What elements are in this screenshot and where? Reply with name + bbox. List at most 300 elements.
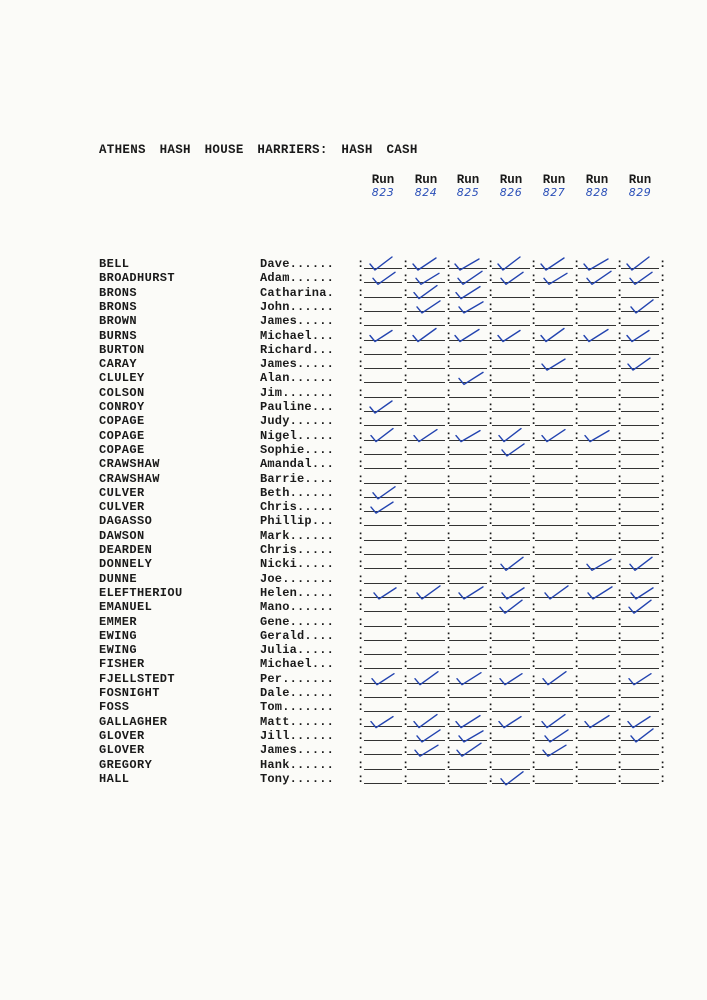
cell-separator: : [616, 686, 624, 700]
attendance-cell[interactable] [535, 754, 573, 755]
attendance-cell[interactable] [407, 282, 445, 283]
attendance-cell[interactable] [578, 640, 616, 641]
attendance-cell[interactable] [621, 340, 659, 341]
attendance-cell[interactable] [492, 583, 530, 584]
surname: COPAGE [99, 428, 145, 443]
attendance-cell[interactable] [364, 511, 402, 512]
attendance-cell[interactable] [364, 497, 402, 498]
attendance-cell[interactable] [492, 468, 530, 469]
attendance-cell[interactable] [407, 411, 445, 412]
attendance-cell[interactable] [364, 354, 402, 355]
attendance-cell[interactable] [492, 311, 530, 312]
attendance-cell[interactable] [578, 554, 616, 555]
attendance-cell[interactable] [578, 668, 616, 669]
attendance-cell[interactable] [364, 583, 402, 584]
attendance-cell[interactable] [364, 568, 402, 569]
attendance-cell[interactable] [621, 468, 659, 469]
attendance-cell[interactable] [578, 382, 616, 383]
attendance-cell[interactable] [449, 354, 487, 355]
attendance-cell[interactable] [578, 583, 616, 584]
attendance-cell[interactable] [492, 454, 530, 455]
attendance-cell[interactable] [535, 368, 573, 369]
attendance-cell[interactable] [535, 668, 573, 669]
attendance-cell[interactable] [621, 325, 659, 326]
attendance-cell[interactable] [492, 397, 530, 398]
cell-separator: : [357, 485, 365, 500]
attendance-cell[interactable] [535, 397, 573, 398]
attendance-cell[interactable] [449, 611, 487, 612]
attendance-cell[interactable] [364, 397, 402, 398]
attendance-cell[interactable] [407, 425, 445, 426]
attendance-cell[interactable] [364, 683, 402, 684]
attendance-cell[interactable] [621, 268, 659, 269]
attendance-cell[interactable] [535, 354, 573, 355]
attendance-cell[interactable] [621, 726, 659, 727]
cell-separator: : [573, 314, 581, 329]
cell-separator: : [357, 643, 365, 658]
attendance-cell[interactable] [449, 340, 487, 341]
cell-separator: : [357, 257, 365, 271]
attendance-cell[interactable] [535, 769, 573, 770]
attendance-cell[interactable] [364, 740, 402, 741]
attendance-cell[interactable] [621, 711, 659, 712]
attendance-cell[interactable] [449, 311, 487, 312]
attendance-cell[interactable] [535, 511, 573, 512]
attendance-cell[interactable] [535, 382, 573, 383]
attendance-cell[interactable] [621, 425, 659, 426]
attendance-cell[interactable] [364, 483, 402, 484]
attendance-cell[interactable] [621, 611, 659, 612]
attendance-cell[interactable] [407, 311, 445, 312]
cell-separator: : [445, 357, 453, 372]
attendance-cell[interactable] [535, 340, 573, 341]
attendance-cell[interactable] [535, 740, 573, 741]
attendance-cell[interactable] [621, 540, 659, 541]
attendance-cell[interactable] [407, 297, 445, 298]
attendance-cell[interactable] [449, 525, 487, 526]
attendance-cell[interactable] [492, 726, 530, 727]
attendance-cell[interactable] [578, 740, 616, 741]
attendance-cell[interactable] [621, 654, 659, 655]
attendance-cell[interactable] [578, 697, 616, 698]
attendance-cell[interactable] [407, 397, 445, 398]
attendance-cell[interactable] [364, 668, 402, 669]
attendance-cell[interactable] [535, 683, 573, 684]
cell-separator: : [487, 414, 495, 429]
cell-separator: : [357, 528, 365, 543]
attendance-cell[interactable] [492, 511, 530, 512]
attendance-cell[interactable] [578, 268, 616, 269]
attendance-cell[interactable] [492, 711, 530, 712]
attendance-cell[interactable] [621, 626, 659, 627]
attendance-cell[interactable] [621, 754, 659, 755]
attendance-cell[interactable] [449, 425, 487, 426]
attendance-cell[interactable] [449, 754, 487, 755]
attendance-cell[interactable] [364, 554, 402, 555]
attendance-cell[interactable] [407, 468, 445, 469]
attendance-cell[interactable] [535, 711, 573, 712]
attendance-cell[interactable] [364, 411, 402, 412]
attendance-cell[interactable] [535, 311, 573, 312]
attendance-cell[interactable] [407, 368, 445, 369]
cell-separator: : [616, 657, 624, 672]
attendance-cell[interactable] [407, 554, 445, 555]
attendance-cell[interactable] [621, 440, 659, 441]
attendance-cell[interactable] [364, 654, 402, 655]
attendance-cell[interactable] [621, 497, 659, 498]
attendance-cell[interactable] [492, 697, 530, 698]
attendance-cell[interactable] [492, 497, 530, 498]
attendance-cell[interactable] [492, 640, 530, 641]
attendance-cell[interactable] [535, 497, 573, 498]
attendance-cell[interactable] [407, 611, 445, 612]
attendance-cell[interactable] [407, 568, 445, 569]
first-name [260, 557, 334, 571]
cell-separator: : [357, 657, 365, 672]
attendance-cell[interactable] [492, 626, 530, 627]
attendance-cell[interactable] [449, 282, 487, 283]
attendance-cell[interactable] [407, 483, 445, 484]
attendance-cell[interactable] [578, 325, 616, 326]
attendance-cell[interactable] [621, 525, 659, 526]
cell-separator: : [402, 328, 410, 343]
attendance-cell[interactable] [364, 282, 402, 283]
attendance-cell[interactable] [449, 769, 487, 770]
attendance-cell[interactable] [492, 525, 530, 526]
attendance-cell[interactable] [407, 540, 445, 541]
attendance-cell[interactable] [364, 368, 402, 369]
attendance-cell[interactable] [364, 611, 402, 612]
attendance-cell[interactable] [578, 754, 616, 755]
attendance-cell[interactable] [492, 654, 530, 655]
attendance-cell[interactable] [535, 425, 573, 426]
attendance-cell[interactable] [449, 640, 487, 641]
attendance-cell[interactable] [407, 626, 445, 627]
attendance-cell[interactable] [578, 397, 616, 398]
attendance-cell[interactable] [492, 683, 530, 684]
roster-row [0, 643, 707, 657]
attendance-cell[interactable] [492, 340, 530, 341]
attendance-cell[interactable] [449, 268, 487, 269]
attendance-cell[interactable] [449, 440, 487, 441]
attendance-cell[interactable] [492, 325, 530, 326]
attendance-cell[interactable] [364, 340, 402, 341]
roster-row [0, 300, 707, 314]
attendance-cell[interactable] [578, 711, 616, 712]
attendance-cell[interactable] [578, 440, 616, 441]
attendance-cell[interactable] [535, 411, 573, 412]
attendance-cell[interactable] [364, 711, 402, 712]
first-name-text: Alan [260, 371, 290, 386]
attendance-cell[interactable] [407, 711, 445, 712]
attendance-cell[interactable] [621, 683, 659, 684]
cell-separator: : [445, 643, 453, 658]
attendance-cell[interactable] [621, 568, 659, 569]
attendance-cell[interactable] [578, 611, 616, 612]
cell-separator: : [402, 728, 410, 743]
attendance-cell[interactable] [535, 268, 573, 269]
first-name-text: Hank [260, 757, 290, 772]
attendance-cell[interactable] [364, 626, 402, 627]
attendance-cell[interactable] [407, 697, 445, 698]
attendance-cell[interactable] [364, 440, 402, 441]
attendance-cell[interactable] [364, 425, 402, 426]
attendance-cell[interactable] [364, 297, 402, 298]
attendance-cell[interactable] [492, 483, 530, 484]
attendance-cell[interactable] [407, 640, 445, 641]
attendance-cell[interactable] [535, 483, 573, 484]
cell-separator: : [573, 299, 581, 314]
attendance-cell[interactable] [492, 268, 530, 269]
attendance-cell[interactable] [449, 626, 487, 627]
attendance-cell[interactable] [535, 597, 573, 598]
attendance-cell[interactable] [449, 740, 487, 741]
attendance-cell[interactable] [535, 325, 573, 326]
attendance-cell[interactable] [621, 354, 659, 355]
attendance-cell[interactable] [621, 382, 659, 383]
attendance-cell[interactable] [578, 540, 616, 541]
first-name [260, 514, 334, 528]
attendance-cell[interactable] [449, 468, 487, 469]
attendance-cell[interactable] [492, 425, 530, 426]
attendance-cell[interactable] [578, 297, 616, 298]
attendance-cell[interactable] [364, 382, 402, 383]
attendance-cell[interactable] [621, 368, 659, 369]
attendance-cell[interactable] [621, 668, 659, 669]
cell-separator: : [659, 700, 667, 715]
attendance-cell[interactable] [621, 511, 659, 512]
attendance-cell[interactable] [492, 354, 530, 355]
attendance-cell[interactable] [407, 382, 445, 383]
attendance-cell[interactable] [578, 483, 616, 484]
attendance-cell[interactable] [449, 554, 487, 555]
attendance-cell[interactable] [364, 468, 402, 469]
attendance-cell[interactable] [535, 640, 573, 641]
attendance-cell[interactable] [449, 483, 487, 484]
attendance-cell[interactable] [407, 726, 445, 727]
attendance-cell[interactable] [621, 554, 659, 555]
attendance-cell[interactable] [578, 654, 616, 655]
attendance-cell[interactable] [407, 354, 445, 355]
attendance-cell[interactable] [578, 525, 616, 526]
attendance-cell[interactable] [364, 540, 402, 541]
dot-leader: ...... [289, 600, 335, 615]
attendance-cell[interactable] [407, 783, 445, 784]
attendance-cell[interactable] [535, 568, 573, 569]
dot-leader: ..... [297, 314, 335, 329]
attendance-cell[interactable] [492, 754, 530, 755]
cell-separator: : [487, 657, 495, 672]
run-number: 827 [542, 186, 566, 199]
attendance-cell[interactable] [578, 368, 616, 369]
attendance-cell[interactable] [407, 683, 445, 684]
attendance-cell[interactable] [407, 497, 445, 498]
attendance-cell[interactable] [364, 726, 402, 727]
attendance-cell[interactable] [492, 382, 530, 383]
attendance-cell[interactable] [449, 711, 487, 712]
attendance-cell[interactable] [407, 268, 445, 269]
cell-separator: : [530, 714, 538, 729]
attendance-cell[interactable] [364, 268, 402, 269]
attendance-cell[interactable] [578, 683, 616, 684]
attendance-cell[interactable] [364, 597, 402, 598]
attendance-cell[interactable] [535, 554, 573, 555]
attendance-cell[interactable] [535, 726, 573, 727]
attendance-cell[interactable] [621, 740, 659, 741]
attendance-cell[interactable] [364, 783, 402, 784]
attendance-cell[interactable] [578, 497, 616, 498]
attendance-cell[interactable] [449, 783, 487, 784]
attendance-cell[interactable] [578, 425, 616, 426]
attendance-cell[interactable] [535, 783, 573, 784]
attendance-cell[interactable] [492, 740, 530, 741]
attendance-cell[interactable] [407, 654, 445, 655]
attendance-cell[interactable] [364, 640, 402, 641]
attendance-cell[interactable] [535, 282, 573, 283]
cell-separator: : [616, 614, 624, 629]
attendance-cell[interactable] [621, 483, 659, 484]
attendance-cell[interactable] [492, 554, 530, 555]
attendance-cell[interactable] [621, 397, 659, 398]
attendance-cell[interactable] [492, 411, 530, 412]
attendance-cell[interactable] [621, 783, 659, 784]
attendance-cell[interactable] [535, 525, 573, 526]
attendance-cell[interactable] [621, 454, 659, 455]
attendance-cell[interactable] [535, 468, 573, 469]
attendance-cell[interactable] [535, 454, 573, 455]
attendance-cell[interactable] [449, 568, 487, 569]
cell-separator: : [402, 671, 410, 686]
attendance-cell[interactable] [578, 282, 616, 283]
attendance-cell[interactable] [492, 368, 530, 369]
attendance-cell[interactable] [492, 611, 530, 612]
attendance-cell[interactable] [535, 626, 573, 627]
attendance-cell[interactable] [364, 325, 402, 326]
attendance-cell[interactable] [449, 325, 487, 326]
attendance-cell[interactable] [449, 368, 487, 369]
cell-separator: : [357, 628, 365, 643]
attendance-cell[interactable] [621, 583, 659, 584]
attendance-cell[interactable] [535, 697, 573, 698]
attendance-cell[interactable] [621, 282, 659, 283]
attendance-cell[interactable] [578, 568, 616, 569]
attendance-cell[interactable] [535, 611, 573, 612]
attendance-cell[interactable] [407, 454, 445, 455]
attendance-cell[interactable] [535, 440, 573, 441]
attendance-cell[interactable] [578, 511, 616, 512]
attendance-cell[interactable] [578, 769, 616, 770]
attendance-cell[interactable] [621, 769, 659, 770]
cell-separator: : [616, 671, 624, 686]
attendance-cell[interactable] [364, 769, 402, 770]
attendance-cell[interactable] [407, 583, 445, 584]
attendance-cell[interactable] [407, 511, 445, 512]
attendance-cell[interactable] [407, 668, 445, 669]
attendance-cell[interactable] [492, 282, 530, 283]
attendance-cell[interactable] [449, 540, 487, 541]
attendance-cell[interactable] [407, 597, 445, 598]
attendance-cell[interactable] [578, 597, 616, 598]
attendance-cell[interactable] [449, 454, 487, 455]
attendance-cell[interactable] [449, 411, 487, 412]
attendance-cell[interactable] [621, 311, 659, 312]
attendance-cell[interactable] [578, 454, 616, 455]
attendance-cell[interactable] [449, 297, 487, 298]
attendance-cell[interactable] [449, 726, 487, 727]
attendance-cell[interactable] [578, 354, 616, 355]
attendance-cell[interactable] [492, 297, 530, 298]
attendance-cell[interactable] [492, 540, 530, 541]
attendance-cell[interactable] [535, 297, 573, 298]
attendance-cell[interactable] [449, 697, 487, 698]
attendance-cell[interactable] [535, 654, 573, 655]
attendance-cell[interactable] [449, 668, 487, 669]
attendance-cell[interactable] [492, 783, 530, 784]
cell-separator: : [530, 614, 538, 629]
attendance-cell[interactable] [407, 440, 445, 441]
attendance-cell[interactable] [621, 411, 659, 412]
attendance-cell[interactable] [492, 668, 530, 669]
attendance-cell[interactable] [407, 525, 445, 526]
attendance-cell[interactable] [535, 583, 573, 584]
attendance-cell[interactable] [578, 726, 616, 727]
attendance-cell[interactable] [578, 468, 616, 469]
attendance-cell[interactable] [492, 597, 530, 598]
attendance-cell[interactable] [364, 525, 402, 526]
attendance-cell[interactable] [578, 783, 616, 784]
cell-separator: : [530, 585, 538, 600]
attendance-cell[interactable] [449, 654, 487, 655]
attendance-cell[interactable] [535, 540, 573, 541]
attendance-cell[interactable] [621, 697, 659, 698]
attendance-cell[interactable] [449, 583, 487, 584]
attendance-cell[interactable] [578, 626, 616, 627]
attendance-cell[interactable] [449, 683, 487, 684]
first-name-text: Per [260, 671, 283, 686]
attendance-cell[interactable] [449, 511, 487, 512]
attendance-cell[interactable] [578, 411, 616, 412]
attendance-cell[interactable] [621, 597, 659, 598]
attendance-cell[interactable] [492, 440, 530, 441]
attendance-cell[interactable] [364, 454, 402, 455]
attendance-cell[interactable] [364, 697, 402, 698]
surname: GREGORY [99, 757, 153, 772]
cell-separator: : [487, 543, 495, 557]
attendance-cell[interactable] [492, 568, 530, 569]
attendance-cell[interactable] [364, 754, 402, 755]
attendance-cell[interactable] [407, 754, 445, 755]
attendance-cell[interactable] [449, 397, 487, 398]
attendance-cell[interactable] [621, 297, 659, 298]
attendance-cell[interactable] [492, 769, 530, 770]
attendance-cell[interactable] [449, 597, 487, 598]
attendance-cell[interactable] [449, 382, 487, 383]
attendance-cell[interactable] [407, 340, 445, 341]
attendance-cell[interactable] [407, 325, 445, 326]
cell-separator: : [357, 614, 365, 629]
cell-separator: : [659, 428, 667, 443]
attendance-cell[interactable] [407, 740, 445, 741]
attendance-cell[interactable] [364, 311, 402, 312]
attendance-cell[interactable] [449, 497, 487, 498]
attendance-cell[interactable] [578, 340, 616, 341]
attendance-cell[interactable] [578, 311, 616, 312]
cell-separator: : [573, 585, 581, 600]
cell-separator: : [659, 571, 667, 586]
attendance-cell[interactable] [407, 769, 445, 770]
attendance-cell[interactable] [621, 640, 659, 641]
cell-separator: : [659, 514, 667, 529]
